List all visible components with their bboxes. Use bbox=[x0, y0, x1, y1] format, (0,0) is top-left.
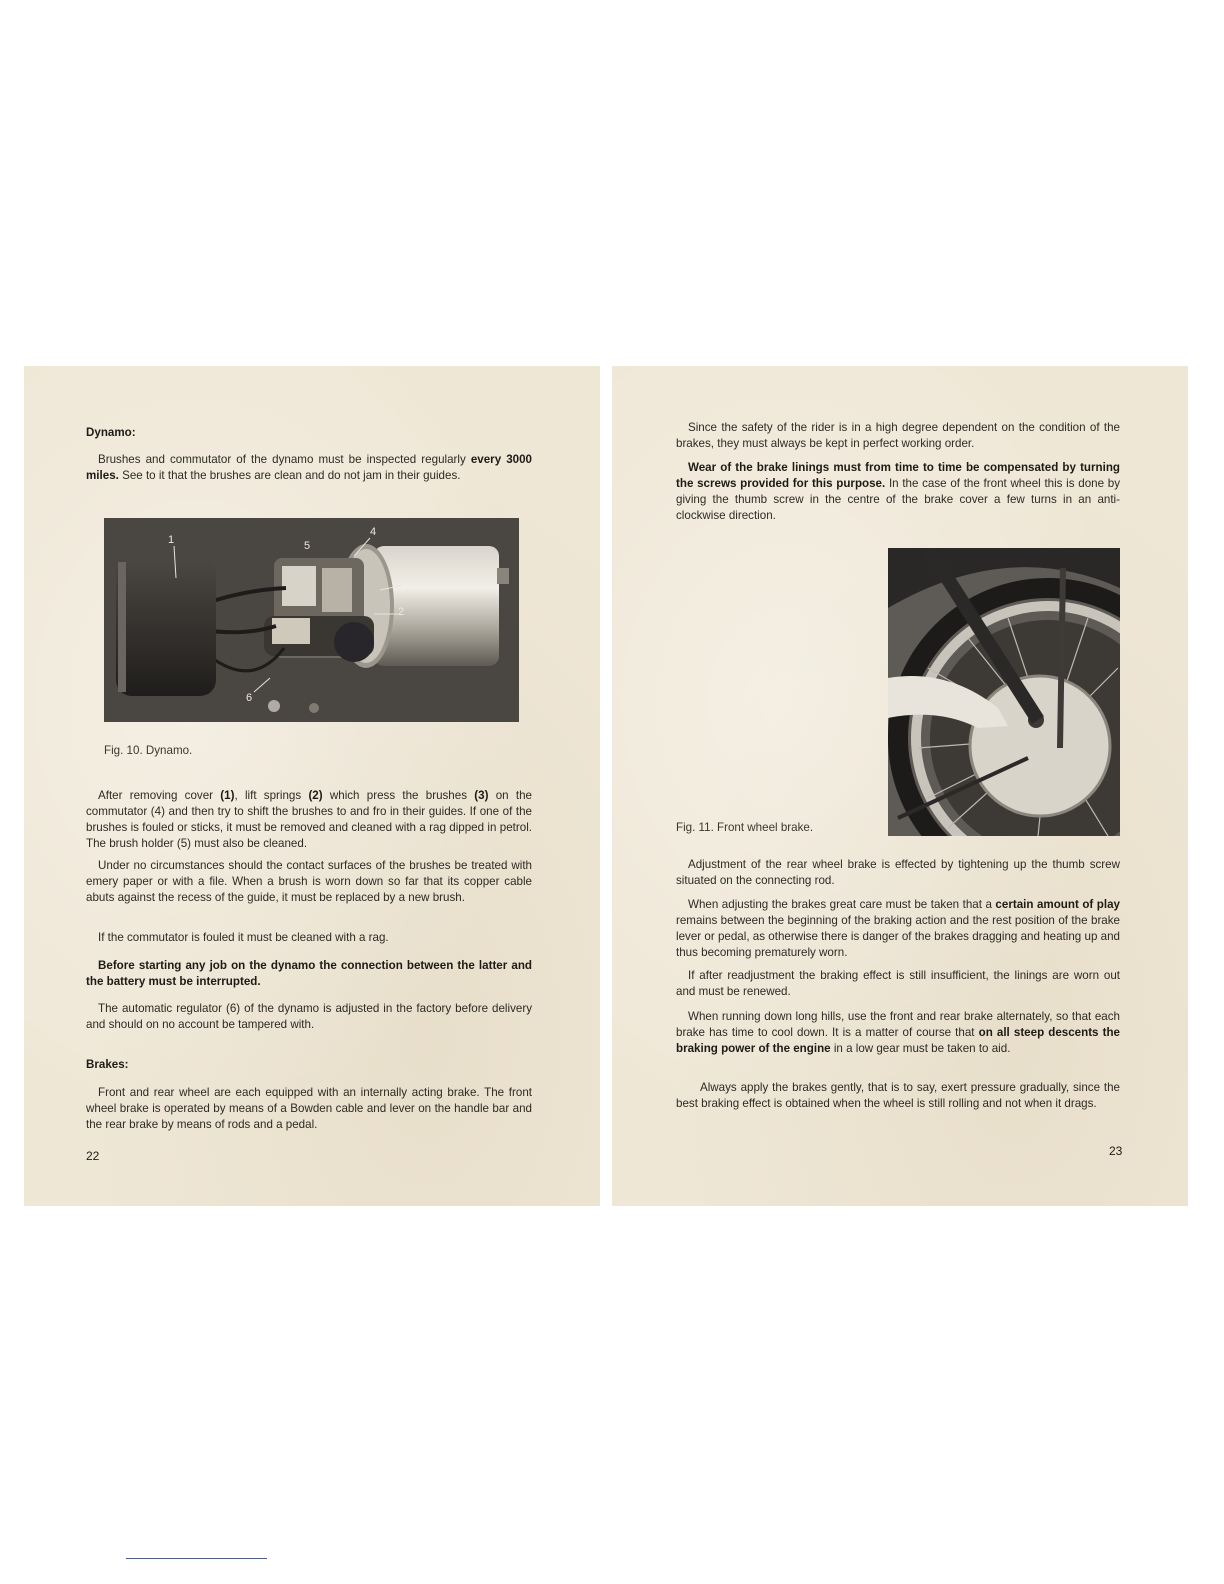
callout-2: 2 bbox=[398, 606, 405, 618]
figure-front-wheel-photo bbox=[888, 548, 1120, 836]
callout-6: 6 bbox=[246, 692, 253, 704]
paragraph-linings-renewed: If after readjustment the braking effect is still insufficient, the linings are worn out and must be renewed. bbox=[676, 969, 1120, 998]
callout-1: 1 bbox=[168, 534, 175, 546]
callout-3: 3 bbox=[396, 578, 403, 590]
figure-dynamo-photo bbox=[104, 518, 519, 722]
paragraph-dynamo-inspection: Brushes and commutator of the dynamo must be inspected regularly every 3000 miles. See to it that the brushes are clean and do not jam in their guides. bbox=[86, 453, 532, 482]
paragraph-apply-gently: Always apply the brakes gently, that is to say, exert pressure gradually, since the best braking effect is obtained when the wheel is still rolling and not when it drags. bbox=[676, 1081, 1120, 1110]
paragraph-brush-cleaning: After removing cover (1), lift springs (2) which press the brushes (3) on the commutator (4) and then try to shift the brushes to and fro in their guides. If one of the brushes is fouled or sticks, it must be removed and cleaned with a rag dipped in petrol. The brush holder (5) must also be cleaned. bbox=[86, 789, 532, 850]
paragraph-lining-wear: Wear of the brake linings must from time to time be compensated by turning the screws provided for this purpose. In the case of the front wheel this is done by giving the thumb screw in the centre of the brake cover a few turns in an anti-clockwise direction. bbox=[676, 461, 1121, 522]
paragraph-long-hills: When running down long hills, use the front and rear brake alternately, so that each brake has time to cool down. It is a matter of course that on all steep descents the braking power of the engine in a low gear must be taken to aid. bbox=[676, 1010, 1120, 1055]
caption-fig-10: Fig. 10. Dynamo. bbox=[104, 744, 193, 757]
left-page bbox=[24, 366, 600, 1206]
paragraph-regulator: The automatic regulator (6) of the dynamo is adjusted in the factory before delivery and should on no account be tampered with. bbox=[86, 1002, 532, 1031]
paragraph-brakes-intro: Front and rear wheel are each equipped with an internally acting brake. The front wheel brake is operated by means of a Bowden cable and lever on the handle bar and the rear brake by means of rods and a pedal. bbox=[86, 1086, 532, 1131]
callout-4: 4 bbox=[370, 526, 377, 538]
right-page bbox=[612, 366, 1188, 1206]
page-number-left: 22 bbox=[86, 1149, 100, 1163]
paragraph-rear-brake: Adjustment of the rear wheel brake is effected by tightening up the thumb screw situated on the connecting rod. bbox=[676, 858, 1120, 887]
paragraph-battery-warning: Before starting any job on the dynamo the connection between the latter and the battery must be interrupted. bbox=[86, 959, 532, 988]
page-number-right: 23 bbox=[1109, 1144, 1123, 1158]
paragraph-brush-contact: Under no circumstances should the contact surfaces of the brushes be treated with emery paper or with a file. When a brush is worn down so far that its copper cable abuts against the recess of the guide, it must be replaced by a new brush. bbox=[86, 859, 532, 904]
heading-brakes: Brakes: bbox=[86, 1058, 129, 1071]
callout-5: 5 bbox=[304, 540, 311, 552]
paragraph-safety: Since the safety of the rider is in a high degree dependent on the condition of the brakes, they must always be kept in perfect working order. bbox=[676, 421, 1120, 450]
footnote-rule bbox=[126, 1558, 267, 1559]
caption-fig-11: Fig. 11. Front wheel brake. bbox=[676, 821, 814, 834]
paragraph-adjusting-play: When adjusting the brakes great care must be taken that a certain amount of play remains between the beginning of the braking action and the rest position of the brake lever or pedal, as otherwise there is danger of the brakes dragging and heating up and thus becoming prematurely worn. bbox=[676, 898, 1120, 959]
paragraph-commutator: If the commutator is fouled it must be cleaned with a rag. bbox=[98, 931, 389, 944]
heading-dynamo: Dynamo: bbox=[86, 426, 136, 439]
